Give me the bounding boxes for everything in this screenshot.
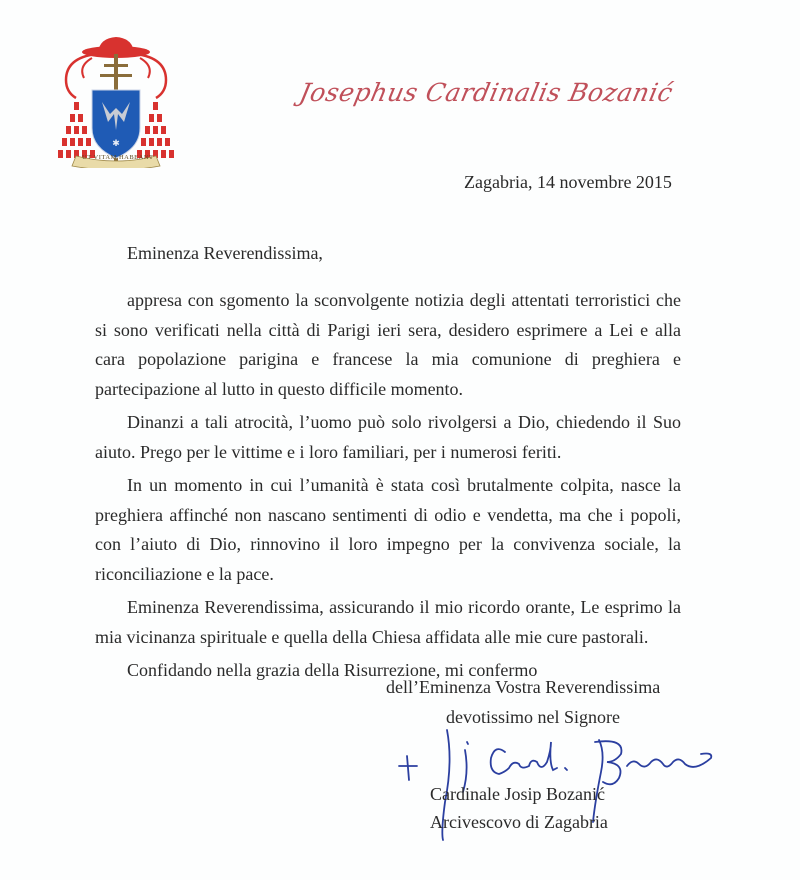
salutation: Eminenza Reverendissima, — [127, 243, 323, 263]
paragraph: Dinanzi a tali atrocità, l’uomo può solo rivolgersi a Dio, chiedendo il Suo aiuto. Prego per le vittime e i loro familiari, per i numerosi feriti. — [95, 412, 681, 462]
motto-text: UT VITAM HABEANT — [82, 154, 154, 161]
closing-line-1: dell’Eminenza Vostra Reverendissima — [386, 677, 661, 697]
tassels-left-icon — [58, 102, 95, 158]
paragraph: Eminenza Reverendissima, assicurando il mio ricordo orante, Le esprimo la mia vicinanza spirituale e quella della Chiesa affidata alle mie cure pastorali. — [95, 597, 681, 647]
paragraph: In un momento in cui l’umanità è stata così brutalmente colpita, nasce la preghiera affinché non nascano sentimenti di odio e vendetta, ma che i popoli, con l’aiuto di Dio, rinnovino il loro impegno per la convivenza sociale, la riconciliazione e la pace. — [95, 475, 681, 584]
letterhead-name: Josephus Cardinalis Bozanić — [296, 78, 676, 107]
signature-block — [430, 780, 608, 836]
letter-date: Zagabria, 14 novembre 2015 — [464, 172, 672, 192]
coat-of-arms-logo — [36, 18, 196, 168]
signatory-title: Arcivescovo di Zagabria — [430, 812, 608, 832]
letter-body — [95, 286, 681, 690]
signatory-name: Cardinale Josip Bozanić — [430, 784, 605, 804]
paragraph: Confidando nella grazia della Risurrezione, mi confermo — [127, 660, 538, 680]
paragraph: appresa con sgomento la sconvolgente notizia degli attentati terroristici che si sono verificati nella città di Parigi ieri sera, desidero esprimere a Lei e alla cara popolazione parigina e francese la mia comunione di preghiera e partecipazione al lutto in questo difficile momento. — [95, 290, 681, 399]
star-icon: ✱ — [112, 138, 120, 148]
tassels-right-icon — [137, 102, 174, 158]
closing-line-2: devotissimo nel Signore — [446, 707, 620, 727]
